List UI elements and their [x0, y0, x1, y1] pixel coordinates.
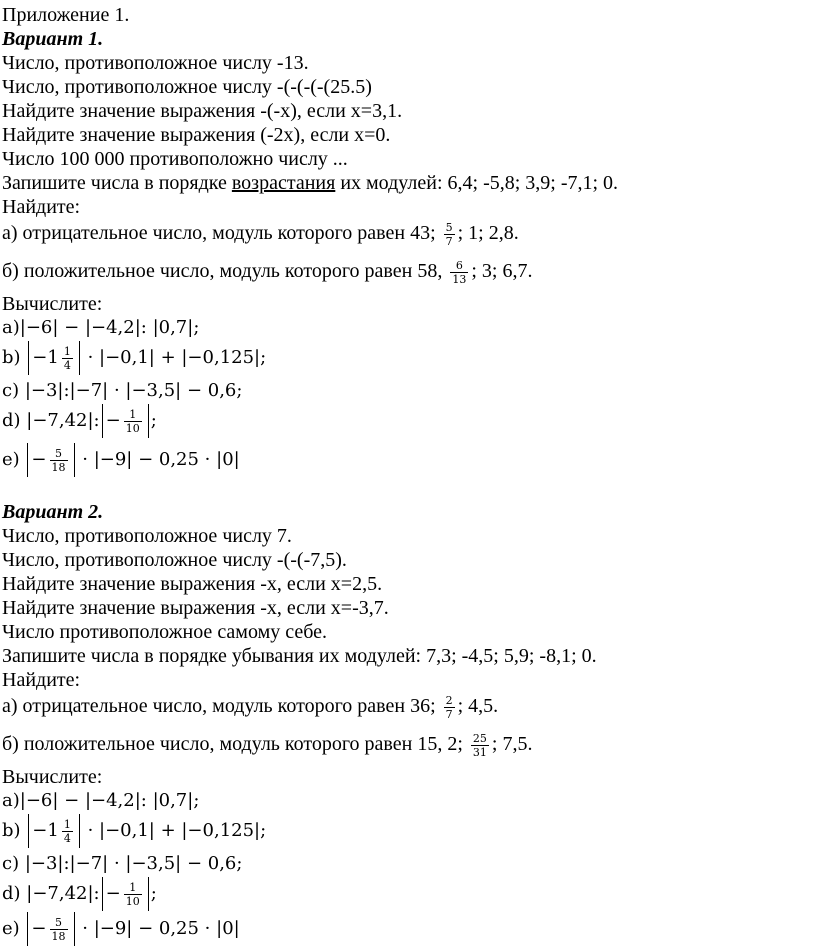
v2-find-b: б) положительное число, модуль которого равен 15, 2; $\frac{25}{31}$ ; 7,5.: [2, 731, 533, 759]
absolute-value: − $\frac{5}{18}$: [27, 443, 74, 477]
v2-calc-e: e) − $\frac{5}{18}$ · |−9| − 0,25 · |0|: [2, 912, 240, 946]
fraction: $\frac{25}{31}$: [472, 731, 487, 759]
absolute-value: − $\frac{1}{10}$: [102, 877, 149, 911]
variant-1-title: Вариант 1.: [2, 28, 104, 50]
v2-find-label: Найдите:: [2, 669, 81, 691]
variant-2-title: Вариант 2.: [2, 501, 104, 523]
v1-find-label: Найдите:: [2, 196, 81, 218]
v1-calc-e: e) − $\frac{5}{18}$ · |−9| − 0,25 · |0|: [2, 443, 240, 477]
v2-calc-b: b) −1 $\frac{1}{4}$ · |−0,1| + |−0,125|;: [2, 814, 266, 848]
v1-calc-b: b) −1 $\frac{1}{4}$ · |−0,1| + |−0,125|;: [2, 341, 266, 375]
v2-calc-d: d) |−7,42|: − $\frac{1}{10}$ ;: [2, 877, 157, 911]
v2-task-5: Число противоположное самому себе.: [2, 621, 328, 643]
v2-calc-label: Вычислите:: [2, 766, 103, 788]
v1-task-5: Число 100 000 противоположно числу ...: [2, 148, 348, 170]
v1-find-a: а) отрицательное число, модуль которого равен 43; $\frac{5}{7}$ ; 1; 2,8.: [2, 220, 519, 248]
v1-task-1: Число, противоположное числу -13.: [2, 52, 309, 74]
fraction: $\frac{2}{7}$: [445, 693, 453, 721]
v1-task-4: Найдите значение выражения (-2x), если x=0.: [2, 124, 391, 146]
v1-task-2: Число, противоположное числу -(-(-(-(25.5): [2, 76, 372, 98]
underlined-word: возрастания: [231, 172, 336, 194]
fraction: $\frac{5}{7}$: [445, 220, 453, 248]
absolute-value: −1 $\frac{1}{4}$: [28, 814, 80, 848]
v1-task-3: Найдите значение выражения -(-x), если x=3,1.: [2, 100, 403, 122]
v2-task-1: Число, противоположное числу 7.: [2, 525, 292, 547]
v1-calc-a: а)|−6| − |−4,2|: |0,7|;: [2, 317, 200, 338]
v2-calc-c: c) |−3|:|−7| · |−3,5| − 0,6;: [2, 853, 243, 874]
v1-calc-d: d) |−7,42|: − $\frac{1}{10}$ ;: [2, 404, 157, 438]
v1-find-b: б) положительное число, модуль которого равен 58, $\frac{6}{13}$ ; 3; 6,7.: [2, 258, 533, 286]
v2-task-6: Запишите числа в порядке убывания их модулей: 7,3; -4,5; 5,9; -8,1; 0.: [2, 645, 597, 667]
v1-task-6: Запишите числа в порядке возрастания их модулей: 6,4; -5,8; 3,9; -7,1; 0.: [2, 172, 619, 194]
v2-find-a: а) отрицательное число, модуль которого равен 36; $\frac{2}{7}$ ; 4,5.: [2, 693, 499, 721]
absolute-value: − $\frac{5}{18}$: [27, 912, 74, 946]
fraction: $\frac{6}{13}$: [452, 258, 467, 286]
v2-task-4: Найдите значение выражения -x, если x=-3,7.: [2, 597, 389, 619]
absolute-value: − $\frac{1}{10}$: [102, 404, 149, 438]
v1-calc-label: Вычислите:: [2, 293, 103, 315]
v2-task-2: Число, противоположное числу -(-(-7,5).: [2, 549, 347, 571]
v2-task-3: Найдите значение выражения -x, если x=2,5.: [2, 573, 383, 595]
absolute-value: −1 $\frac{1}{4}$: [28, 341, 80, 375]
appendix-label: Приложение 1.: [2, 4, 130, 26]
v1-calc-c: c) |−3|:|−7| · |−3,5| − 0,6;: [2, 380, 243, 401]
v2-calc-a: а)|−6| − |−4,2|: |0,7|;: [2, 790, 200, 811]
